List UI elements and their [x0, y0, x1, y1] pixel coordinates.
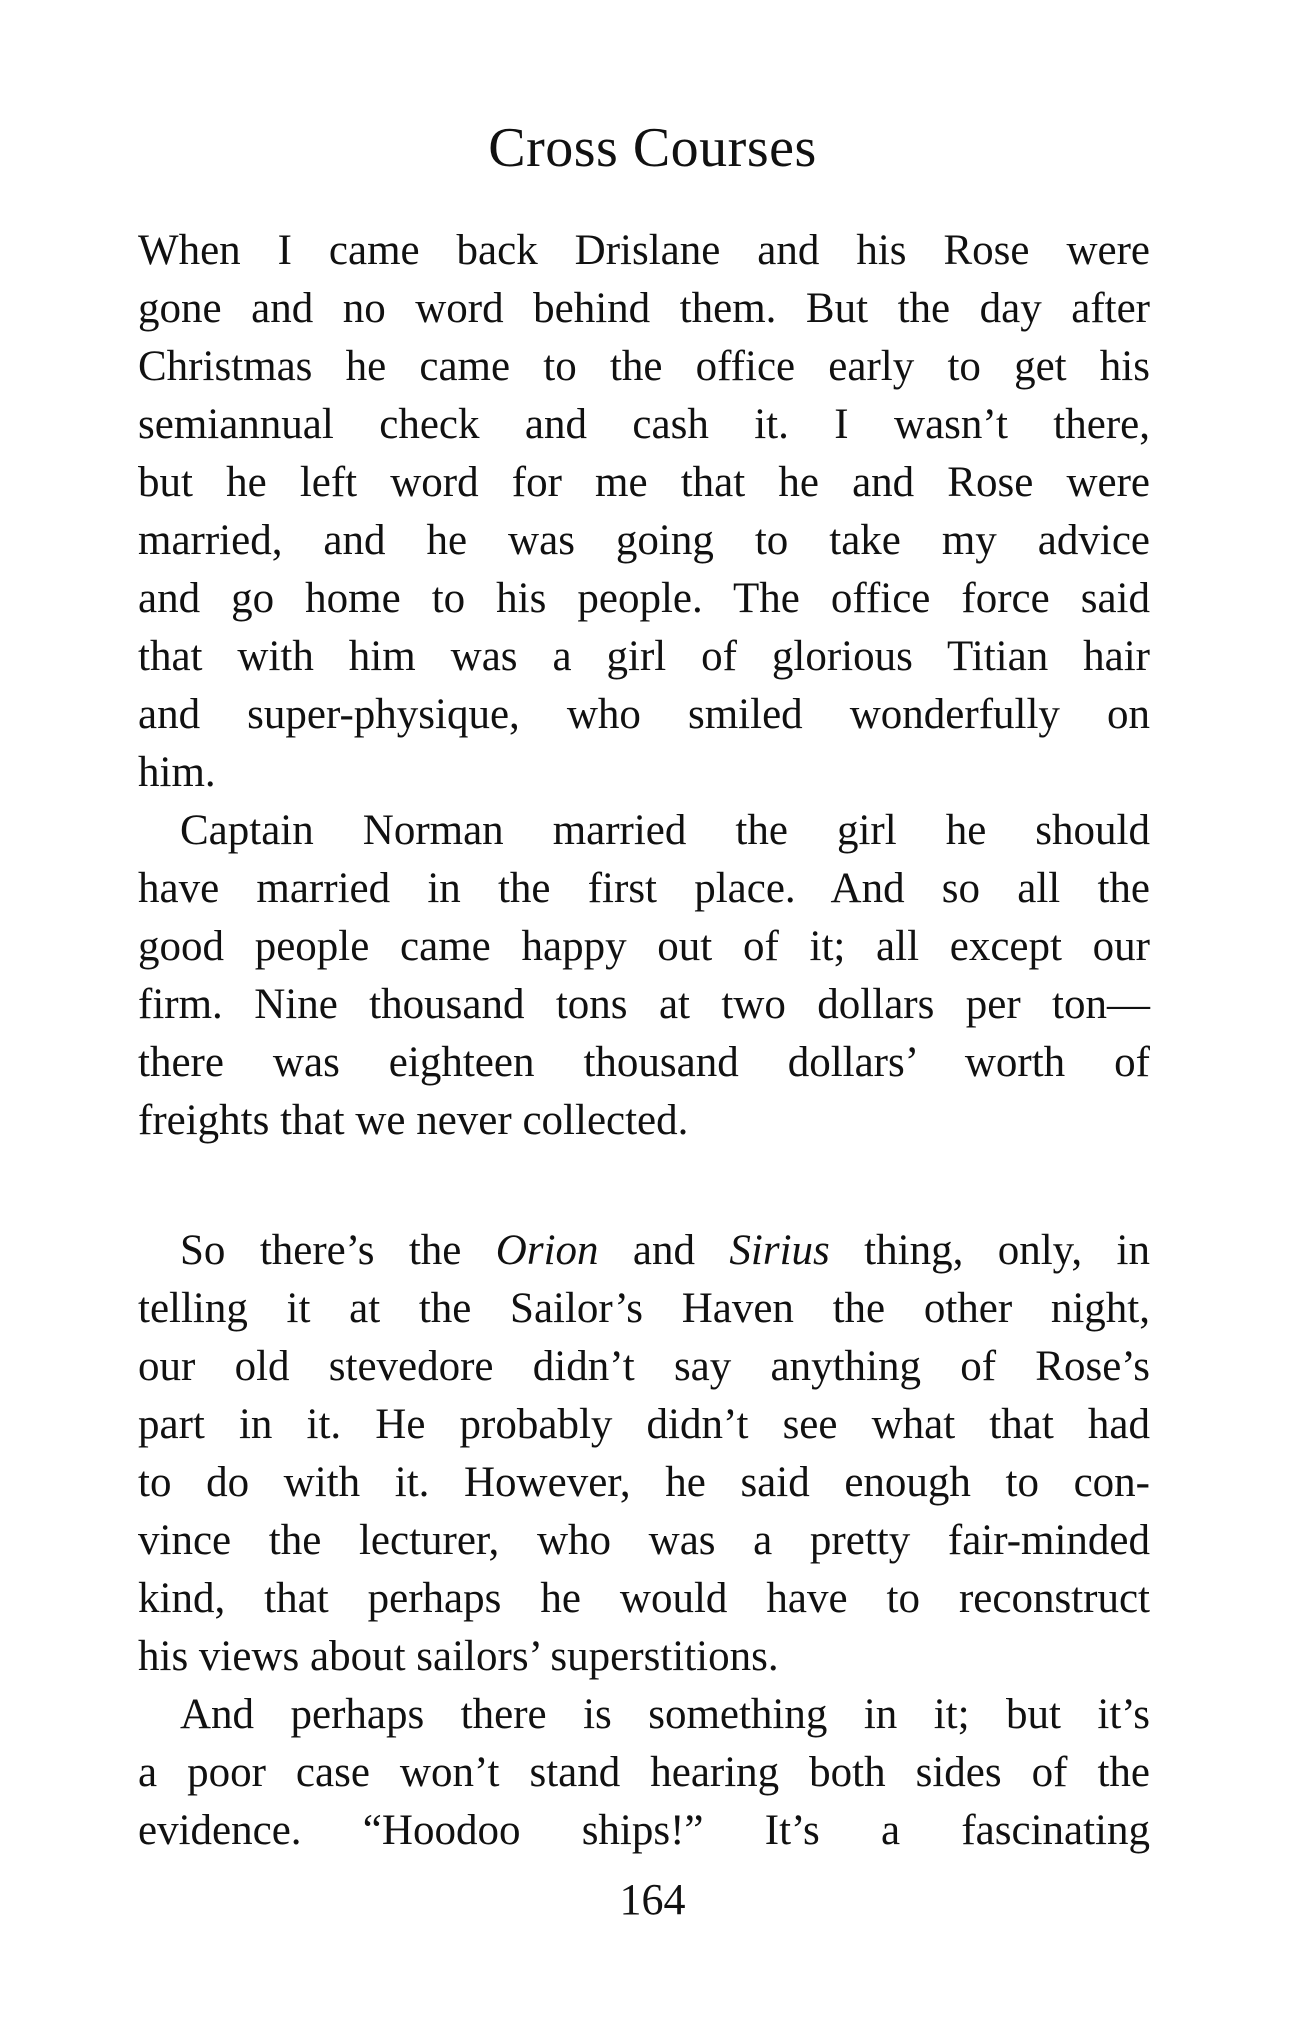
- text-line: firm. Nine thousand tons at two dollars per ton—: [138, 981, 1150, 1028]
- text-line: evidence. “Hoodoo ships!” It’s a fascinating: [138, 1807, 1150, 1854]
- paragraph: [138, 222, 1150, 802]
- text-line: him.: [138, 749, 216, 796]
- text-line: telling it at the Sailor’s Haven the other night,: [138, 1285, 1150, 1332]
- text-run: So there’s the: [180, 1227, 496, 1274]
- text-line: semiannual check and cash it. I wasn’t there,: [138, 401, 1150, 448]
- section-1: [138, 222, 1150, 1150]
- page-number: 164: [619, 1875, 686, 1924]
- text-line: married, and he was going to take my advice: [138, 517, 1150, 564]
- text-line: there was eighteen thousand dollars’ worth of: [138, 1039, 1150, 1086]
- ship-name-sirius: Sirius: [729, 1227, 830, 1274]
- text-line: and go home to his people. The office force said: [138, 575, 1150, 622]
- text-line: And perhaps there is something in it; but it’s: [180, 1691, 1150, 1738]
- paragraph: [138, 1222, 1150, 1686]
- text-line: part in it. He probably didn’t see what that had: [138, 1401, 1150, 1448]
- text-line: gone and no word behind them. But the day after: [138, 285, 1150, 332]
- text-line: [138, 1222, 1150, 1280]
- ship-name-orion: Orion: [495, 1227, 599, 1274]
- text-run: and: [598, 1227, 730, 1274]
- section-2: [138, 1222, 1150, 1860]
- text-line: When I came back Drislane and his Rose were: [138, 227, 1150, 274]
- text-line: and super-physique, who smiled wonderfully on: [138, 691, 1150, 738]
- text-line: freights that we never collected.: [138, 1097, 689, 1144]
- text-line: Christmas he came to the office early to get his: [138, 343, 1150, 390]
- text-line: to do with it. However, he said enough to con-: [138, 1459, 1150, 1506]
- text-run: thing, only, in: [829, 1227, 1150, 1274]
- text-line: our old stevedore didn’t say anything of Rose’s: [138, 1343, 1150, 1390]
- text-line: kind, that perhaps he would have to reconstruct: [138, 1575, 1150, 1622]
- text-line: Captain Norman married the girl he should: [180, 807, 1150, 854]
- text-line: have married in the first place. And so all the: [138, 865, 1150, 912]
- paragraph: [138, 802, 1150, 1150]
- text-line: good people came happy out of it; all except our: [138, 923, 1150, 970]
- text-line: vince the lecturer, who was a pretty fair-minded: [138, 1517, 1150, 1564]
- text-line: but he left word for me that he and Rose were: [138, 459, 1150, 506]
- running-head: Cross Courses: [488, 117, 817, 179]
- text-line: his views about sailors’ superstitions.: [138, 1633, 779, 1680]
- text-line: a poor case won’t stand hearing both sides of the: [138, 1749, 1150, 1796]
- paragraph: [138, 1686, 1150, 1860]
- text-line: that with him was a girl of glorious Titian hair: [138, 633, 1150, 680]
